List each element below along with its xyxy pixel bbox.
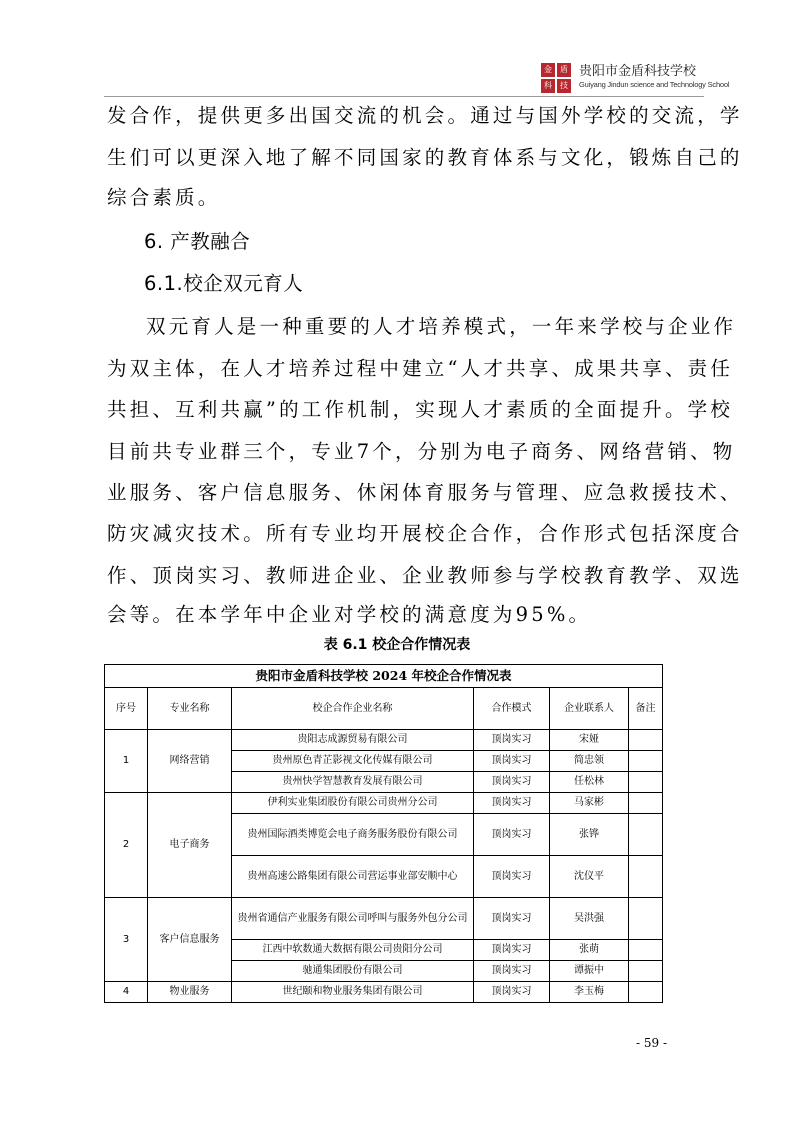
- contact-person: 马家彬: [550, 793, 629, 814]
- company-name: 世纪颐和物业服务集团有限公司: [232, 982, 474, 1003]
- school-name: 贵阳市金盾科技学校: [579, 64, 697, 79]
- cooperation-mode: 顶岗实习: [474, 814, 550, 856]
- contact-person: 谭振中: [550, 961, 629, 982]
- cooperation-mode: 顶岗实习: [474, 793, 550, 814]
- cooperation-mode: 顶岗实习: [474, 961, 550, 982]
- subsection-heading: 6.1.校企双元育人: [144, 272, 304, 295]
- section-heading: 6. 产教融合: [144, 230, 251, 253]
- contact-person: 任松林: [550, 772, 629, 793]
- cooperation-table: [104, 664, 663, 1003]
- company-name: 贵州高速公路集团有限公司营运事业部安顺中心: [232, 856, 474, 898]
- remark: [629, 772, 663, 793]
- cooperation-mode: 顶岗实习: [474, 898, 550, 940]
- paragraph-line: 业服务、客户信息服务、休闲体育服务与管理、应急救援技术、: [107, 481, 743, 504]
- row-number: 1: [105, 730, 148, 793]
- remark: [629, 814, 663, 856]
- cooperation-mode: 顶岗实习: [474, 940, 550, 961]
- paragraph-line: 共担、互利共赢”的工作机制，实现人才素质的全面提升。学校: [107, 398, 734, 421]
- remark: [629, 961, 663, 982]
- table-title: 贵阳市金盾科技学校 2024 年校企合作情况表: [105, 665, 663, 688]
- cooperation-mode: 顶岗实习: [474, 730, 550, 751]
- school-name-english: Guiyang Jindun science and Technology School: [579, 80, 730, 89]
- header-cell: 序号: [105, 688, 148, 730]
- major-name: 客户信息服务: [148, 898, 232, 982]
- cooperation-mode: 顶岗实习: [474, 856, 550, 898]
- cooperation-mode: 顶岗实习: [474, 751, 550, 772]
- contact-person: 张萌: [550, 940, 629, 961]
- logo-char: 金: [541, 63, 555, 77]
- contact-person: 吴洪强: [550, 898, 629, 940]
- remark: [629, 898, 663, 940]
- paragraph-line: 生们可以更深入地了解不同国家的教育体系与文化，锻炼自己的: [107, 146, 743, 169]
- school-logo: [541, 63, 572, 94]
- major-name: 电子商务: [148, 793, 232, 898]
- header-divider: [104, 96, 704, 97]
- header-cell: 备注: [629, 688, 663, 730]
- header-cell: 合作模式: [474, 688, 550, 730]
- logo-char: 科: [541, 79, 555, 93]
- paragraph-line: 双元育人是一种重要的人才培养模式，一年来学校与企业作: [146, 315, 737, 338]
- table-header-row: [105, 688, 663, 730]
- company-name: 贵州国际酒类博览会电子商务服务股份有限公司: [232, 814, 474, 856]
- paragraph-line: 防灾减灾技术。所有专业均开展校企合作，合作形式包括深度合: [107, 522, 743, 545]
- contact-person: 沈仪平: [550, 856, 629, 898]
- logo-char: 技: [557, 79, 571, 93]
- header-cell: 专业名称: [148, 688, 232, 730]
- table-caption: 表 6.1 校企合作情况表: [323, 637, 471, 653]
- paragraph-line: 综合素质。: [107, 186, 221, 209]
- contact-person: 张铧: [550, 814, 629, 856]
- table-row: [105, 730, 663, 751]
- row-number: 4: [105, 982, 148, 1003]
- remark: [629, 940, 663, 961]
- page-number: - 59 -: [636, 1036, 668, 1050]
- header-cell: 企业联系人: [550, 688, 629, 730]
- company-name: 驰通集团股份有限公司: [232, 961, 474, 982]
- paragraph-line: 目前共专业群三个，专业7个，分别为电子商务、网络营销、物: [107, 440, 736, 463]
- company-name: 贵州快学智慧教育发展有限公司: [232, 772, 474, 793]
- major-name: 网络营销: [148, 730, 232, 793]
- major-name: 物业服务: [148, 982, 232, 1003]
- table-row: [105, 793, 663, 814]
- company-name: 贵阳志成源贸易有限公司: [232, 730, 474, 751]
- logo-char: 盾: [557, 63, 571, 77]
- paragraph-line: 作、顶岗实习、教师进企业、企业教师参与学校教育教学、双选: [107, 564, 743, 587]
- remark: [629, 982, 663, 1003]
- company-name: 伊利实业集团股份有限公司贵州分公司: [232, 793, 474, 814]
- remark: [629, 730, 663, 751]
- header-cell: 校企合作企业名称: [232, 688, 474, 730]
- table-row: [105, 898, 663, 940]
- row-number: 3: [105, 898, 148, 982]
- contact-person: 宋娅: [550, 730, 629, 751]
- paragraph-line: 会等。在本学年中企业对学校的满意度为95%。: [107, 603, 592, 626]
- paragraph-line: 为双主体，在人才培养过程中建立“人才共享、成果共享、责任: [107, 357, 734, 380]
- contact-person: 李玉梅: [550, 982, 629, 1003]
- remark: [629, 793, 663, 814]
- table-row: [105, 982, 663, 1003]
- contact-person: 简忠领: [550, 751, 629, 772]
- company-name: 贵州原色青芷影视文化传媒有限公司: [232, 751, 474, 772]
- row-number: 2: [105, 793, 148, 898]
- cooperation-mode: 顶岗实习: [474, 772, 550, 793]
- cooperation-mode: 顶岗实习: [474, 982, 550, 1003]
- company-name: 贵州省通信产业服务有限公司呼叫与服务外包分公司: [232, 898, 474, 940]
- remark: [629, 751, 663, 772]
- remark: [629, 856, 663, 898]
- company-name: 江西中软数通大数据有限公司贵阳分公司: [232, 940, 474, 961]
- paragraph-line: 发合作，提供更多出国交流的机会。通过与国外学校的交流，学: [107, 104, 743, 127]
